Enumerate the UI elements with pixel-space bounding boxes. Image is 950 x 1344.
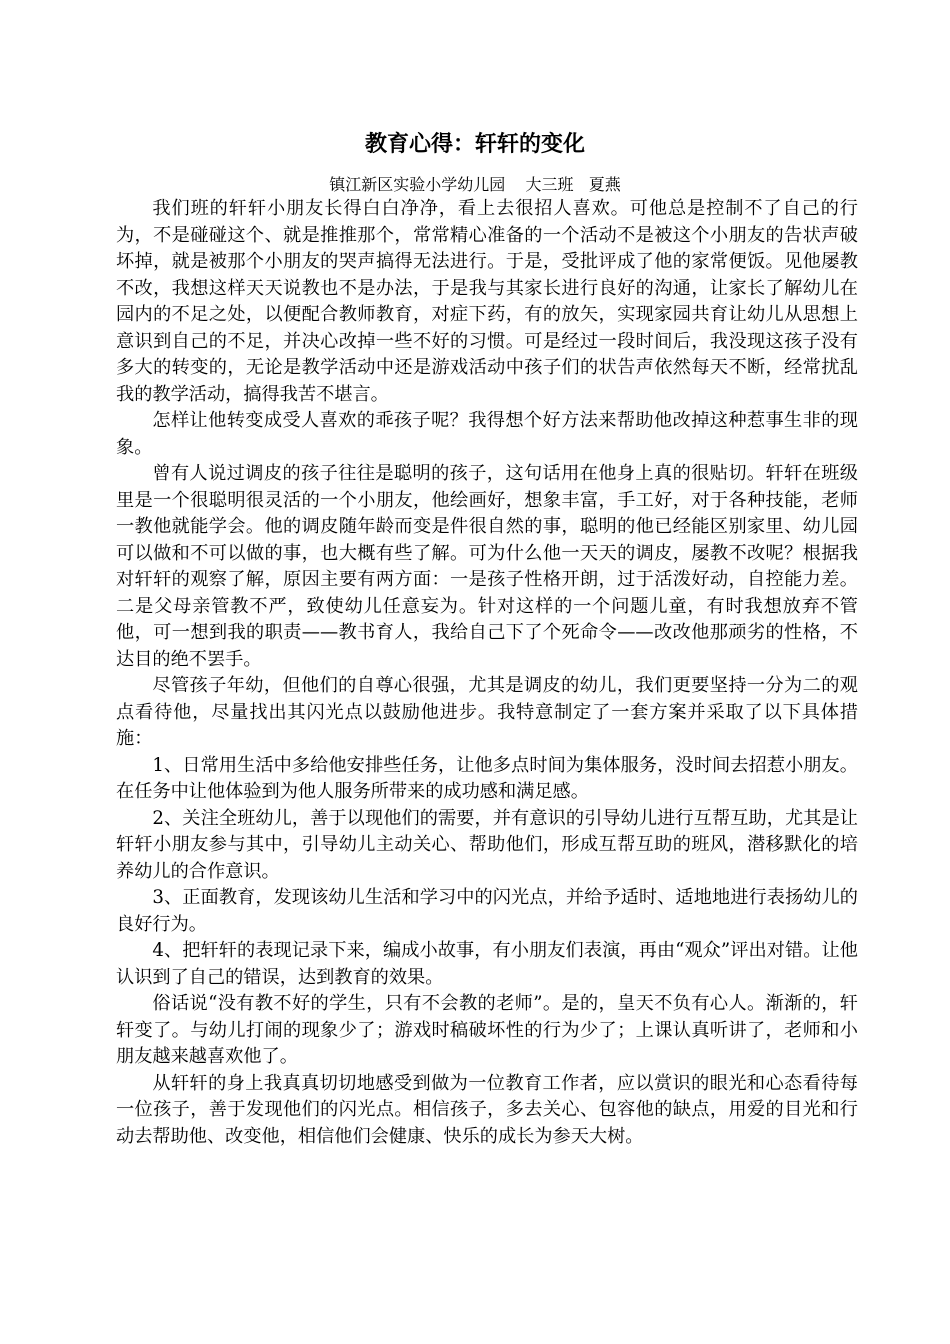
list-item: 1、日常用生活中多给他安排些任务，让他多点时间为集体服务，没时间去招惹小朋友。在任务中让他体验到为他人服务所带来的成功感和满足感。: [116, 754, 858, 802]
paragraph: 怎样让他转变成受人喜欢的乖孩子呢？我得想个好方法来帮助他改掉这种惹事生非的现象。: [116, 410, 858, 458]
document-title: 教育心得：轩轩的变化: [364, 132, 585, 157]
list-item: 4、把轩轩的表现记录下来，编成小故事，有小朋友们表演，再由“观众”评出对错。让他认识到了自己的错误，达到教育的效果。: [116, 940, 858, 988]
document-body: [116, 196, 858, 1150]
paragraph: 俗话说“没有教不好的学生，只有不会教的老师”。是的，皇天不负有心人。渐渐的，轩轩变了。与幼儿打闹的现象少了；游戏时稿破坏性的行为少了；上课认真听讲了，老师和小朋友越来越喜欢他了。: [116, 993, 858, 1067]
paragraph: 尽管孩子年幼，但他们的自尊心很强，尤其是调皮的幼儿，我们更要坚持一分为二的观点看待他，尽量找出其闪光点以鼓励他进步。我特意制定了一套方案并采取了以下具体措施：: [116, 675, 858, 749]
paragraph: 从轩轩的身上我真真切切地感受到做为一位教育工作者，应以赏识的眼光和心态看待每一位孩子，善于发现他们的闪光点。相信孩子，多去关心、包容他的缺点，用爱的目光和行动去帮助他、改变他，相信他们会健康、快乐的成长为参天大树。: [116, 1072, 858, 1147]
author-byline: 镇江新区实验小学幼儿园 大三班 夏燕: [329, 175, 621, 194]
paragraph: 曾有人说过调皮的孩子往往是聪明的孩子，这句话用在他身上真的很贴切。轩轩在班级里是一个很聪明很灵活的一个小朋友，他绘画好，想象丰富，手工好，对于各种技能，老师一教他就能学会。他的调皮随年龄而变是件很自然的事，聪明的他已经能区别家里、幼儿园可以做和不可以做的事，也大概有些了解。可为什么他一天天的调皮，屡教不改呢？根据我对轩轩的观察了解，原因主要有两方面：一是孩子性格开朗，过于活泼好动，自控能力差。二是父母亲管教不严，致使幼儿任意妄为。针对这样的一个问题儿童，有时我想放弃不管他，可一想到我的职责——教书育人，我给自己下了个死命令——改改他那顽劣的性格，不达目的绝不罢手。: [116, 463, 858, 670]
paragraph: 我们班的轩轩小朋友长得白白净净，看上去很招人喜欢。可他总是控制不了自己的行为，不是碰碰这个、就是推推那个，常常精心准备的一个活动不是被这个小朋友的告状声破坏掉，就是被那个小朋友的哭声搞得无法进行。于是，受批评成了他的家常便饭。见他屡教不改，我想这样天天说教也不是办法，于是我与其家长进行良好的沟通，让家长了解幼儿在园内的不足之处，以便配合教师教育，对症下药，有的放矢，实现家园共育让幼儿从思想上意识到自己的不足，并决心改掉一些不好的习惯。可是经过一段时间后，我没现这孩子没有多大的转变的，无论是教学活动中还是游戏活动中孩子们的状告声依然每天不断，经常扰乱我的教学活动，搞得我苦不堪言。: [116, 198, 858, 405]
list-item: 3、正面教育，发现该幼儿生活和学习中的闪光点，并给予适时、适地地进行表扬幼儿的良好行为。: [116, 887, 858, 935]
list-item: 2、关注全班幼儿，善于以现他们的需要，并有意识的引导幼儿进行互帮互助，尤其是让轩轩小朋友参与其中，引导幼儿主动关心、帮助他们，形成互帮互助的班风，潜移默化的培养幼儿的合作意识。: [116, 807, 858, 882]
